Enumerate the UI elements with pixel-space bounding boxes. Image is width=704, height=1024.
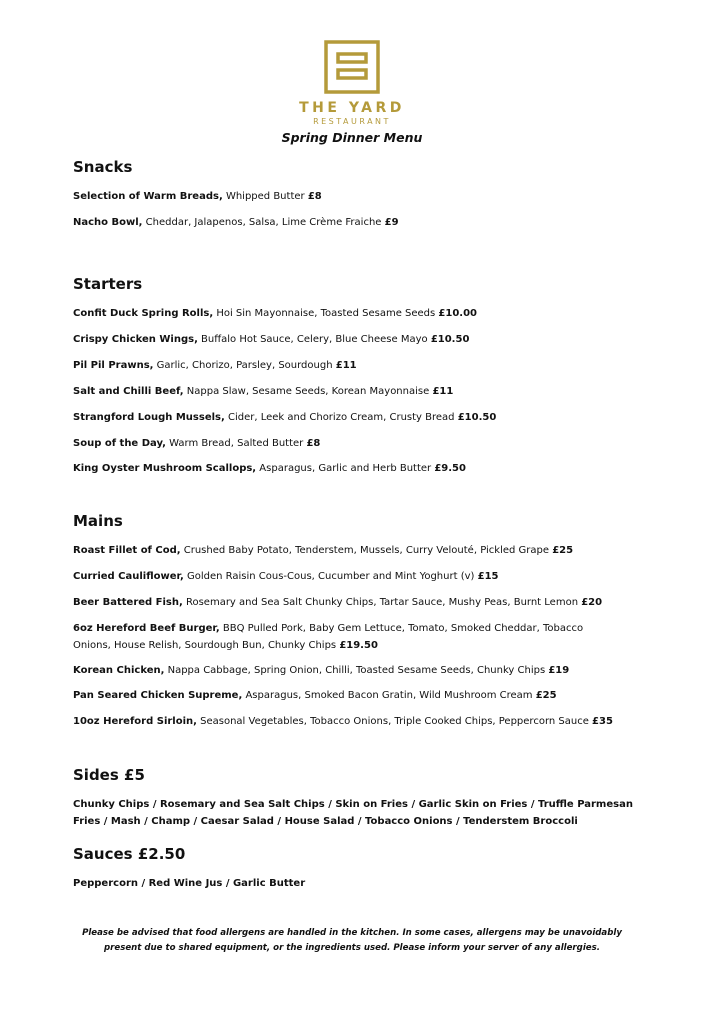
- item-desc: Whipped Butter: [222, 191, 308, 202]
- item-price: £20: [581, 597, 603, 608]
- item-price: £10.00: [438, 308, 478, 319]
- item-price: £9.50: [434, 463, 466, 474]
- menu-item: [73, 568, 633, 585]
- section-heading-sides: Sides £5: [73, 766, 145, 784]
- item-name: Nacho Bowl,: [73, 217, 143, 228]
- menu-item: [73, 620, 618, 654]
- item-desc: Cheddar, Jalapenos, Salsa, Lime Crème Fraiche: [142, 217, 385, 228]
- item-name: Selection of Warm Breads,: [73, 191, 223, 202]
- item-desc: Asparagus, Smoked Bacon Gratin, Wild Mushroom Cream: [242, 690, 536, 701]
- item-name: Curried Cauliflower,: [73, 571, 184, 582]
- item-desc: Nappa Cabbage, Spring Onion, Chilli, Toasted Sesame Seeds, Chunky Chips: [164, 665, 549, 676]
- menu-item: [73, 435, 633, 452]
- item-desc: Garlic, Chorizo, Parsley, Sourdough: [153, 360, 336, 371]
- menu-item: [73, 357, 633, 374]
- menu-item: [73, 662, 633, 679]
- menu-item: [73, 214, 633, 231]
- item-name: Salt and Chilli Beef,: [73, 386, 184, 397]
- item-price: £8: [306, 438, 321, 449]
- menu-item: [73, 542, 633, 559]
- menu-item: [73, 594, 633, 611]
- item-name: Pan Seared Chicken Supreme,: [73, 690, 243, 701]
- section-heading-snacks: Snacks: [73, 158, 133, 176]
- item-price: £35: [592, 716, 613, 727]
- brand-name: THE YARD: [299, 100, 405, 116]
- item-price: £15: [477, 571, 499, 582]
- allergen-notice: Please be advised that food allergens are handled in the kitchen. In some cases, allergens may be unavoidably present due to shared equipment, or the ingredients used. Please inform your server of any allergies.: [82, 928, 622, 953]
- item-price: £10.50: [430, 334, 470, 345]
- item-price: £25: [535, 690, 557, 701]
- logo: [0, 40, 704, 94]
- item-name: Crispy Chicken Wings,: [73, 334, 198, 345]
- section-heading-mains: Mains: [73, 512, 123, 530]
- yard-logo-icon: [324, 40, 380, 94]
- item-name: Korean Chicken,: [73, 665, 165, 676]
- item-price: £25: [552, 545, 574, 556]
- item-name: Beer Battered Fish,: [73, 597, 183, 608]
- item-price: £9: [384, 217, 399, 228]
- item-desc: Nappa Slaw, Sesame Seeds, Korean Mayonnaise: [183, 386, 433, 397]
- item-desc: Hoi Sin Mayonnaise, Toasted Sesame Seeds: [213, 308, 439, 319]
- item-price: £19: [548, 665, 570, 676]
- item-desc: Cider, Leek and Chorizo Cream, Crusty Bread: [224, 412, 458, 423]
- sauces-list: Peppercorn / Red Wine Jus / Garlic Butter: [73, 878, 306, 889]
- item-name: Strangford Lough Mussels,: [73, 412, 225, 423]
- menu-item: [73, 409, 633, 426]
- item-name: 10oz Hereford Sirloin,: [73, 716, 197, 727]
- item-desc: BBQ Pulled Pork, Baby Gem Lettuce, Tomato, Smoked Cheddar, Tobacco Onions, House Relish, Sourdough Bun, Chunky Chips: [73, 623, 584, 651]
- item-price: £8: [307, 191, 322, 202]
- brand-subtitle: RESTAURANT: [313, 117, 391, 126]
- menu-item: [73, 188, 633, 205]
- item-name: King Oyster Mushroom Scallops,: [73, 463, 257, 474]
- item-desc: Rosemary and Sea Salt Chunky Chips, Tartar Sauce, Mushy Peas, Burnt Lemon: [182, 597, 582, 608]
- item-price: £11: [432, 386, 454, 397]
- item-desc: Asparagus, Garlic and Herb Butter: [256, 463, 435, 474]
- item-desc: Buffalo Hot Sauce, Celery, Blue Cheese Mayo: [197, 334, 431, 345]
- item-name: 6oz Hereford Beef Burger,: [73, 623, 220, 634]
- item-name: Roast Fillet of Cod,: [73, 545, 181, 556]
- item-desc: Golden Raisin Cous-Cous, Cucumber and Mint Yoghurt (v): [183, 571, 478, 582]
- item-name: Soup of the Day,: [73, 438, 166, 449]
- item-name: Pil Pil Prawns,: [73, 360, 154, 371]
- item-price: £11: [335, 360, 357, 371]
- item-price: £10.50: [457, 412, 497, 423]
- item-desc: Warm Bread, Salted Butter: [165, 438, 307, 449]
- sides-list: Chunky Chips / Rosemary and Sea Salt Chips / Skin on Fries / Garlic Skin on Fries / Truffle Parmesan Fries / Mash / Champ / Caesar Salad / House Salad / Tobacco Onions / Tenderstem Broccoli: [73, 799, 633, 827]
- menu-item: [73, 305, 633, 322]
- menu-item: [73, 687, 633, 704]
- menu-item: [73, 460, 633, 477]
- menu-item: [73, 331, 633, 348]
- section-heading-sauces: Sauces £2.50: [73, 845, 186, 863]
- section-heading-starters: Starters: [73, 275, 143, 293]
- menu-title: Spring Dinner Menu: [281, 130, 423, 145]
- item-desc: Seasonal Vegetables, Tobacco Onions, Triple Cooked Chips, Peppercorn Sauce: [196, 716, 593, 727]
- menu-item: [73, 383, 633, 400]
- item-desc: Crushed Baby Potato, Tenderstem, Mussels, Curry Velouté, Pickled Grape: [180, 545, 553, 556]
- item-price: £19.50: [339, 640, 378, 651]
- item-name: Confit Duck Spring Rolls,: [73, 308, 214, 319]
- menu-item: [73, 713, 633, 730]
